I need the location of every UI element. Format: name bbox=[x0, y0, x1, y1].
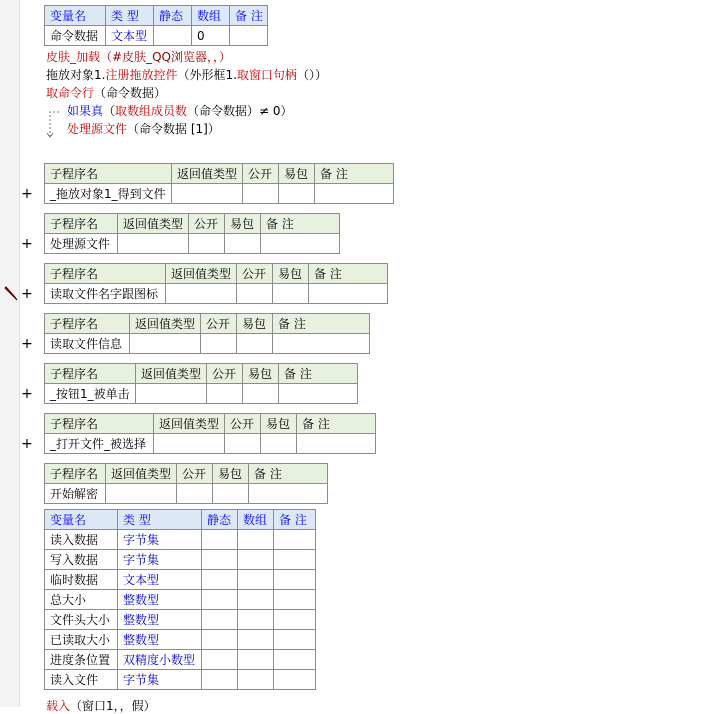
table-row bbox=[45, 590, 316, 610]
code-line-3[interactable] bbox=[46, 85, 166, 101]
return-type-cell[interactable] bbox=[130, 334, 201, 354]
easy-pack-cell[interactable] bbox=[261, 434, 297, 454]
sub-name-cell[interactable]: 开始解密 bbox=[45, 484, 106, 504]
note-cell[interactable] bbox=[315, 184, 394, 204]
var-array-cell[interactable] bbox=[238, 530, 274, 550]
col-type: 类 型 bbox=[106, 6, 154, 26]
call-skin-load: 皮肤_加载 bbox=[46, 50, 101, 64]
method-register: 注册拖放控件 bbox=[105, 68, 178, 82]
editor-gutter bbox=[0, 0, 20, 707]
obj-drag-drop: 拖放对象1. bbox=[46, 68, 106, 82]
var-static-cell[interactable] bbox=[202, 530, 238, 550]
local-var-header bbox=[45, 510, 316, 530]
sub-name-cell[interactable]: _打开文件_被选择 bbox=[45, 434, 154, 454]
table-row bbox=[45, 670, 316, 690]
col-sub-name: 子程序名 bbox=[45, 464, 106, 484]
easy-pack-cell[interactable] bbox=[237, 334, 273, 354]
note-cell[interactable] bbox=[279, 384, 358, 404]
call-load-window: 载入 bbox=[46, 699, 71, 713]
args-register-a: （外形框1. bbox=[177, 68, 237, 82]
col-return-type: 返回值类型 bbox=[154, 414, 225, 434]
var-array-cell[interactable]: 0 bbox=[192, 26, 230, 46]
col-type: 类 型 bbox=[118, 510, 202, 530]
sub-name-cell[interactable]: 读取文件名字跟图标 bbox=[45, 284, 166, 304]
sub-table-2 bbox=[44, 213, 340, 254]
args-register-c: （）） bbox=[296, 68, 327, 82]
expand-plus-icon[interactable]: + bbox=[21, 236, 33, 252]
local-var-table bbox=[44, 509, 316, 690]
return-type-cell[interactable] bbox=[106, 484, 177, 504]
col-public: 公开 bbox=[201, 314, 237, 334]
table-row bbox=[45, 530, 316, 550]
var-note-cell[interactable] bbox=[274, 670, 316, 690]
code-line-5[interactable] bbox=[67, 121, 220, 137]
var-name-cell[interactable]: 进度条位置 bbox=[45, 650, 118, 670]
var-type-cell[interactable]: 文本型 bbox=[106, 26, 154, 46]
col-array: 数组 bbox=[192, 6, 230, 26]
var-static-cell[interactable] bbox=[202, 550, 238, 570]
table-row bbox=[45, 610, 316, 630]
var-note-cell[interactable] bbox=[274, 530, 316, 550]
var-array-cell[interactable] bbox=[238, 610, 274, 630]
var-array-cell[interactable] bbox=[238, 630, 274, 650]
return-type-cell[interactable] bbox=[166, 284, 237, 304]
var-array-cell[interactable] bbox=[238, 550, 274, 570]
var-note-cell[interactable] bbox=[274, 550, 316, 570]
expand-plus-icon[interactable]: + bbox=[21, 186, 33, 202]
method-get-handle: 取窗口句柄 bbox=[236, 68, 297, 82]
var-type-cell[interactable]: 整数型 bbox=[118, 590, 202, 610]
var-static-cell[interactable] bbox=[202, 650, 238, 670]
var-type-cell[interactable]: 整数型 bbox=[118, 630, 202, 650]
pencil-icon bbox=[3, 285, 19, 301]
col-sub-note: 备 注 bbox=[273, 314, 370, 334]
expand-plus-icon[interactable]: + bbox=[21, 436, 33, 452]
col-sub-note: 备 注 bbox=[261, 214, 340, 234]
var-name-cell[interactable]: 命令数据 bbox=[45, 26, 106, 46]
col-sub-note: 备 注 bbox=[315, 164, 394, 184]
var-note-cell[interactable] bbox=[274, 630, 316, 650]
col-public: 公开 bbox=[189, 214, 225, 234]
var-name-cell[interactable]: 文件头大小 bbox=[45, 610, 118, 630]
return-type-cell[interactable] bbox=[172, 184, 243, 204]
sub-table-6 bbox=[44, 413, 376, 454]
var-name-cell[interactable]: 已读取大小 bbox=[45, 630, 118, 650]
sub-table-5 bbox=[44, 363, 358, 404]
var-name-cell[interactable]: 读入文件 bbox=[45, 670, 118, 690]
col-sub-note: 备 注 bbox=[297, 414, 376, 434]
var-static-cell[interactable] bbox=[202, 670, 238, 690]
table-row bbox=[45, 570, 316, 590]
flow-branch-line bbox=[47, 108, 61, 138]
var-name-cell[interactable]: 读入数据 bbox=[45, 530, 118, 550]
return-type-cell[interactable] bbox=[154, 434, 225, 454]
col-sub-name: 子程序名 bbox=[45, 414, 154, 434]
var-type-cell[interactable]: 文本型 bbox=[118, 570, 202, 590]
public-cell[interactable] bbox=[201, 334, 237, 354]
public-cell[interactable] bbox=[177, 484, 213, 504]
easy-pack-cell[interactable] bbox=[213, 484, 249, 504]
var-static-cell[interactable] bbox=[202, 630, 238, 650]
code-line-4[interactable] bbox=[67, 103, 293, 119]
var-table-header bbox=[45, 6, 268, 26]
args-if-b: （命令数据）≠ 0） bbox=[187, 104, 293, 118]
var-row bbox=[45, 26, 268, 46]
note-cell[interactable] bbox=[249, 484, 328, 504]
expand-plus-icon[interactable]: + bbox=[21, 336, 33, 352]
col-easy-pack: 易包 bbox=[237, 314, 273, 334]
global-var-table bbox=[44, 5, 268, 46]
col-return-type: 返回值类型 bbox=[118, 214, 189, 234]
col-static: 静态 bbox=[154, 6, 192, 26]
note-cell[interactable] bbox=[261, 234, 340, 254]
col-return-type: 返回值类型 bbox=[136, 364, 207, 384]
col-return-type: 返回值类型 bbox=[130, 314, 201, 334]
var-static-cell[interactable] bbox=[202, 570, 238, 590]
args-get-cmdline: （命令数据） bbox=[94, 86, 167, 100]
note-cell[interactable] bbox=[309, 284, 388, 304]
public-cell[interactable] bbox=[189, 234, 225, 254]
return-type-cell[interactable] bbox=[118, 234, 189, 254]
col-note: 备 注 bbox=[274, 510, 316, 530]
col-var-name: 变量名 bbox=[45, 6, 106, 26]
col-easy-pack: 易包 bbox=[273, 264, 309, 284]
expand-plus-icon[interactable]: + bbox=[21, 386, 33, 402]
table-row bbox=[45, 630, 316, 650]
args-skin-load: （#皮肤_QQ浏览器，，） bbox=[100, 50, 231, 64]
col-public: 公开 bbox=[237, 264, 273, 284]
easy-pack-cell[interactable] bbox=[225, 234, 261, 254]
col-sub-name: 子程序名 bbox=[45, 214, 118, 234]
sub-table-7 bbox=[44, 463, 328, 504]
call-get-cmdline: 取命令行 bbox=[46, 86, 95, 100]
args-process-file: （命令数据 [1]） bbox=[127, 122, 220, 136]
var-name-cell[interactable]: 临时数据 bbox=[45, 570, 118, 590]
col-easy-pack: 易包 bbox=[213, 464, 249, 484]
easy-pack-cell[interactable] bbox=[243, 384, 279, 404]
col-array: 数组 bbox=[238, 510, 274, 530]
sub-table-1 bbox=[44, 163, 394, 204]
call-process-file: 处理源文件 bbox=[67, 122, 128, 136]
col-public: 公开 bbox=[207, 364, 243, 384]
col-sub-name: 子程序名 bbox=[45, 314, 130, 334]
col-static: 静态 bbox=[202, 510, 238, 530]
var-array-cell[interactable] bbox=[238, 650, 274, 670]
var-name-cell[interactable]: 写入数据 bbox=[45, 550, 118, 570]
sub-name-cell[interactable]: _按钮1_被单击 bbox=[45, 384, 136, 404]
var-note-cell[interactable] bbox=[274, 650, 316, 670]
var-type-cell[interactable]: 字节集 bbox=[118, 670, 202, 690]
col-public: 公开 bbox=[243, 164, 279, 184]
var-type-cell[interactable]: 整数型 bbox=[118, 610, 202, 630]
var-type-cell[interactable]: 字节集 bbox=[118, 530, 202, 550]
expand-plus-icon[interactable]: + bbox=[21, 286, 33, 302]
sub-table-3 bbox=[44, 263, 388, 304]
col-sub-name: 子程序名 bbox=[45, 264, 166, 284]
public-cell[interactable] bbox=[243, 184, 279, 204]
col-note: 备 注 bbox=[230, 6, 268, 26]
note-cell[interactable] bbox=[297, 434, 376, 454]
col-return-type: 返回值类型 bbox=[106, 464, 177, 484]
var-static-cell[interactable] bbox=[202, 610, 238, 630]
easy-pack-cell[interactable] bbox=[273, 284, 309, 304]
col-sub-note: 备 注 bbox=[309, 264, 388, 284]
col-sub-name: 子程序名 bbox=[45, 164, 172, 184]
col-public: 公开 bbox=[225, 414, 261, 434]
col-public: 公开 bbox=[177, 464, 213, 484]
public-cell[interactable] bbox=[207, 384, 243, 404]
var-array-cell[interactable] bbox=[238, 570, 274, 590]
var-array-cell[interactable] bbox=[238, 590, 274, 610]
table-row bbox=[45, 550, 316, 570]
code-line-1[interactable] bbox=[46, 49, 231, 65]
sub-name-cell[interactable]: 处理源文件 bbox=[45, 234, 118, 254]
col-easy-pack: 易包 bbox=[261, 414, 297, 434]
public-cell[interactable] bbox=[225, 434, 261, 454]
sub-name-cell[interactable]: 读取文件信息 bbox=[45, 334, 130, 354]
col-var-name: 变量名 bbox=[45, 510, 118, 530]
args-if-a: （ bbox=[103, 104, 116, 118]
var-note-cell[interactable] bbox=[274, 570, 316, 590]
col-easy-pack: 易包 bbox=[279, 164, 315, 184]
table-row bbox=[45, 650, 316, 670]
code-line-2[interactable] bbox=[46, 67, 327, 83]
args-load-window: （窗口1，，假） bbox=[70, 699, 156, 713]
var-static-cell[interactable] bbox=[154, 26, 192, 46]
col-return-type: 返回值类型 bbox=[166, 264, 237, 284]
easy-pack-cell[interactable] bbox=[279, 184, 315, 204]
col-easy-pack: 易包 bbox=[225, 214, 261, 234]
public-cell[interactable] bbox=[237, 284, 273, 304]
kw-if-true: 如果真 bbox=[67, 104, 104, 118]
col-return-type: 返回值类型 bbox=[172, 164, 243, 184]
sub-table-4 bbox=[44, 313, 370, 354]
var-type-cell[interactable]: 字节集 bbox=[118, 550, 202, 570]
return-type-cell[interactable] bbox=[136, 384, 207, 404]
var-array-cell[interactable] bbox=[238, 670, 274, 690]
code-line-6[interactable] bbox=[46, 698, 156, 714]
col-easy-pack: 易包 bbox=[243, 364, 279, 384]
col-sub-note: 备 注 bbox=[279, 364, 358, 384]
col-sub-note: 备 注 bbox=[249, 464, 328, 484]
call-array-count: 取数组成员数 bbox=[115, 104, 188, 118]
col-sub-name: 子程序名 bbox=[45, 364, 136, 384]
var-type-cell[interactable]: 双精度小数型 bbox=[118, 650, 202, 670]
sub-name-cell[interactable]: _拖放对象1_得到文件 bbox=[45, 184, 172, 204]
var-note-cell[interactable] bbox=[274, 590, 316, 610]
var-note-cell[interactable] bbox=[230, 26, 268, 46]
var-static-cell[interactable] bbox=[202, 590, 238, 610]
var-note-cell[interactable] bbox=[274, 610, 316, 630]
var-name-cell[interactable]: 总大小 bbox=[45, 590, 118, 610]
note-cell[interactable] bbox=[273, 334, 370, 354]
